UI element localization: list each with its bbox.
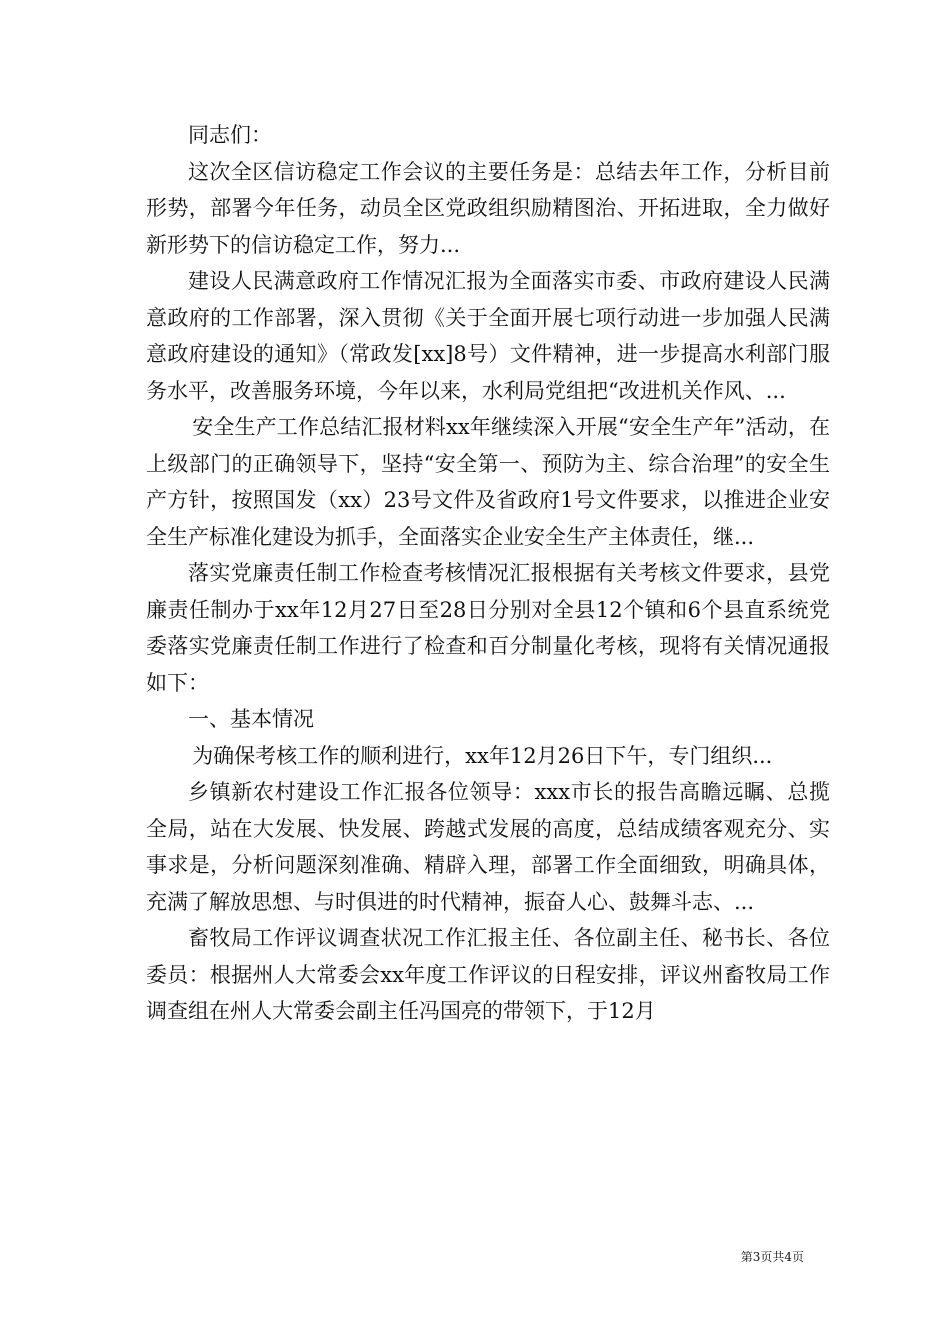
paragraph-petition-meeting: 这次全区信访稳定工作会议的主要任务是：总结去年工作，分析目前形势，部署今年任务，动员全区党政组织励精图治、开拓进取，全力做好新形势下的信访稳定工作，努力... (146, 159, 830, 257)
salutation: 同志们： (188, 123, 272, 147)
document-body (146, 117, 830, 1030)
paragraph-satisfied-government: 建设人民满意政府工作情况汇报为全面落实市委、市政府建设人民满意政府的工作部署，深入贯彻《关于全面开展七项行动进一步加强人民满意政府建设的通知》（常政发[xx]8号）文件精神，进一步提高水利部门服务水平，改善服务环境，今年以来，水利局党组把“改进机关作风、... (146, 269, 830, 403)
paragraph-rural-construction: 乡镇新农村建设工作汇报各位领导：xxx市长的报告高瞻远瞩、总揽全局，站在大发展、快发展、跨越式发展的高度，总结成绩客观充分、实事求是，分析问题深刻准确、精辟入理，部署工作全面细致，明确具体，充满了解放思想、与时俱进的时代精神，振奋人心、鼓舞斗志、... (146, 780, 830, 914)
paragraph-integrity-inspection: 落实党廉责任制工作检查考核情况汇报根据有关考核文件要求，县党廉责任制办于xx年12月27日至28日分别对全县12个镇和6个县直系统党委落实党廉责任制工作进行了检查和百分制量化考核，现将有关情况通报如下： (146, 561, 830, 695)
section-heading-basic-situation: 一、基本情况 (188, 707, 314, 731)
paragraph-livestock-bureau: 畜牧局工作评议调查状况工作汇报主任、各位副主任、秘书长、各位委员：根据州人大常委会xx年度工作评议的日程安排，评议州畜牧局工作调查组在州人大常委会副主任冯国亮的带领下，于12月 (146, 926, 830, 1023)
paragraph-assessment-organization: 为确保考核工作的顺利进行，xx年12月26日下午，专门组织... (192, 743, 773, 768)
page-number: 第3页共4页 (740, 1250, 804, 1264)
paragraph-safety-production: 安全生产工作总结汇报材料xx年继续深入开展“安全生产年”活动，在上级部门的正确领导下，坚持“安全第一、预防为主、综合治理”的安全生产方针，按照国发（xx）23号文件及省政府1号文件要求，以推进企业安全生产标准化建设为抓手，全面落实企业安全生产主体责任，继... (146, 415, 830, 549)
